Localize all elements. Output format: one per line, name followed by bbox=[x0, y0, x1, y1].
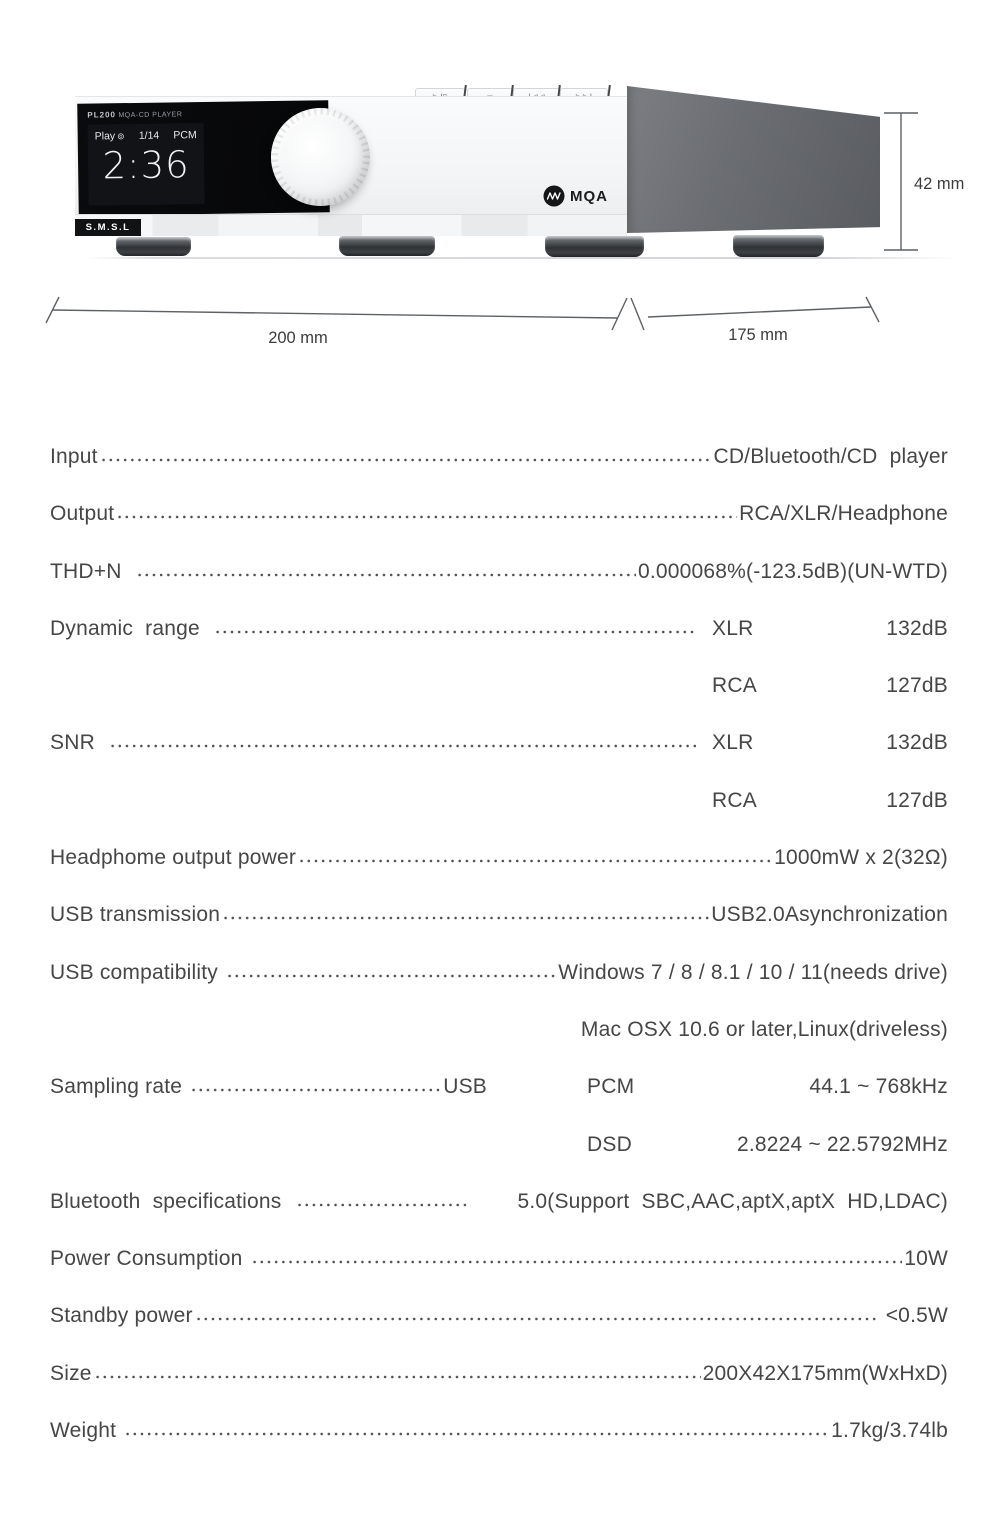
spec-value: USB2.0Asynchronization bbox=[711, 903, 948, 927]
spec-value: 127dB bbox=[886, 674, 948, 698]
spec-row bbox=[50, 1120, 948, 1177]
panel-model-suffix: MQA-CD PLAYER bbox=[115, 111, 183, 120]
width-dimension-label: 200 mm bbox=[268, 329, 328, 347]
connector-label: RCA bbox=[712, 788, 757, 812]
spec-value: 1000mW x 2(32Ω) bbox=[774, 846, 948, 870]
track-counter: 1/14 bbox=[138, 129, 160, 142]
play-status bbox=[95, 130, 125, 142]
depth-tick-right bbox=[866, 297, 879, 322]
dot-leader bbox=[226, 967, 556, 979]
device-foot bbox=[545, 236, 644, 257]
spec-label: Dynamic range bbox=[50, 616, 212, 640]
lcd-screen bbox=[88, 123, 205, 206]
spec-value: 44.1 ~ 768kHz bbox=[809, 1075, 948, 1099]
format-badge: PCM bbox=[173, 129, 197, 142]
device-foot bbox=[116, 237, 191, 256]
spec-tail bbox=[698, 789, 948, 813]
spec-value: 200X42X175mm(WxHxD) bbox=[702, 1361, 948, 1385]
spec-row bbox=[50, 776, 948, 833]
spec-row bbox=[50, 489, 948, 546]
spec-tail bbox=[698, 617, 948, 641]
device-foot bbox=[339, 236, 435, 256]
spec-value: 1.7kg/3.74lb bbox=[831, 1419, 948, 1443]
mode-label: DSD bbox=[587, 1132, 632, 1156]
spec-value: 5.0(Support SBC,AAC,aptX,aptX HD,LDAC) bbox=[517, 1189, 948, 1213]
spec-row bbox=[50, 432, 948, 489]
height-dimension-label: 42 mm bbox=[914, 175, 965, 193]
spec-row bbox=[50, 1062, 948, 1119]
spec-rows bbox=[50, 432, 948, 1463]
dot-leader bbox=[214, 623, 696, 635]
connector-label: RCA bbox=[712, 674, 757, 698]
dot-leader bbox=[124, 1425, 829, 1437]
spec-row bbox=[50, 1177, 948, 1234]
spec-row bbox=[50, 1005, 948, 1062]
ground-shadow bbox=[85, 257, 957, 259]
spec-value: 132dB bbox=[886, 731, 948, 755]
product-hero bbox=[0, 0, 1000, 410]
spec-value: CD/Bluetooth/CD player bbox=[713, 445, 948, 468]
dot-leader bbox=[94, 1368, 701, 1380]
dot-leader bbox=[195, 1310, 878, 1322]
dot-leader bbox=[136, 566, 636, 578]
spec-value: 2.8224 ~ 22.5792MHz bbox=[736, 1132, 948, 1156]
spec-row bbox=[50, 948, 948, 1005]
spec-value: 127dB bbox=[886, 788, 948, 812]
spec-row bbox=[50, 718, 948, 775]
depth-dimension-line bbox=[648, 307, 871, 317]
depth-dimension-label: 175 mm bbox=[728, 326, 788, 344]
device-side-panel bbox=[627, 86, 880, 233]
spec-label: Sampling rate bbox=[50, 1075, 189, 1099]
spec-row bbox=[50, 1349, 948, 1406]
spec-label: Output bbox=[50, 502, 115, 526]
dot-leader bbox=[100, 451, 712, 463]
mqa-logo-icon bbox=[543, 185, 565, 207]
spec-label: SNR bbox=[50, 731, 108, 755]
spec-tail bbox=[698, 674, 948, 698]
width-dimension-line bbox=[52, 310, 617, 318]
spec-tail bbox=[698, 731, 948, 755]
spec-row bbox=[50, 661, 948, 718]
chassis-bottom-strip bbox=[75, 214, 627, 236]
spec-row bbox=[50, 833, 948, 890]
mqa-logo bbox=[543, 185, 608, 207]
mqa-logo-text: MQA bbox=[570, 187, 608, 205]
spec-value: 132dB bbox=[886, 616, 948, 640]
smsl-logo: S.M.S.L bbox=[75, 219, 141, 236]
connector-label: XLR bbox=[712, 731, 754, 755]
volume-knob bbox=[271, 108, 370, 206]
panel-model-label bbox=[87, 109, 182, 119]
elapsed-time: 2:36 bbox=[102, 143, 190, 188]
spec-label: Headphome output power bbox=[50, 846, 297, 870]
disc-icon: ⊚ bbox=[117, 131, 125, 142]
mode-label: PCM bbox=[587, 1075, 635, 1099]
spec-label: THD+N bbox=[50, 559, 134, 583]
spec-value: RCA/XLR/Headphone bbox=[739, 502, 948, 526]
spec-row bbox=[50, 547, 948, 604]
connector-label: XLR bbox=[712, 616, 754, 640]
spec-label: USB transmission bbox=[50, 903, 221, 927]
spec-label: Size bbox=[50, 1361, 92, 1385]
dot-leader bbox=[116, 508, 737, 520]
spec-value: <0.5W bbox=[879, 1304, 948, 1328]
break-tick-left bbox=[612, 298, 627, 330]
spec-label: Standby power bbox=[50, 1304, 193, 1328]
spec-label: Weight bbox=[50, 1419, 123, 1443]
dot-leader bbox=[190, 1081, 441, 1093]
dot-leader bbox=[298, 852, 772, 864]
device-front-panel bbox=[75, 96, 627, 235]
spec-row bbox=[50, 1291, 948, 1348]
dot-leader bbox=[109, 737, 696, 749]
spec-value: Mac OSX 10.6 or later,Linux(driveless) bbox=[580, 1017, 948, 1041]
spec-value: Windows 7 / 8 / 8.1 / 10 / 11(needs drive) bbox=[558, 960, 948, 984]
spec-label: Bluetooth specifications bbox=[50, 1189, 294, 1213]
dot-leader bbox=[251, 1253, 903, 1265]
spec-row bbox=[50, 1234, 948, 1291]
panel-model: PL200 bbox=[87, 110, 117, 120]
spec-row bbox=[50, 890, 948, 947]
break-tick-right bbox=[631, 298, 644, 330]
spec-value: 10W bbox=[904, 1247, 948, 1271]
spec-row bbox=[50, 1406, 948, 1463]
spec-label: USB compatibility bbox=[50, 960, 224, 984]
spec-row bbox=[50, 604, 948, 661]
dot-leader bbox=[222, 909, 709, 921]
interface-label: USB bbox=[443, 1075, 487, 1099]
width-tick-left bbox=[46, 297, 59, 323]
device-foot bbox=[733, 235, 824, 257]
spec-label: Input bbox=[50, 445, 98, 468]
status-text: Play bbox=[94, 130, 116, 143]
dot-leader bbox=[296, 1196, 472, 1208]
screen-status-row bbox=[88, 123, 204, 143]
spec-label: Power Consumption bbox=[50, 1247, 249, 1271]
spec-value: 0.000068%(-123.5dB)(UN-WTD) bbox=[637, 559, 948, 583]
